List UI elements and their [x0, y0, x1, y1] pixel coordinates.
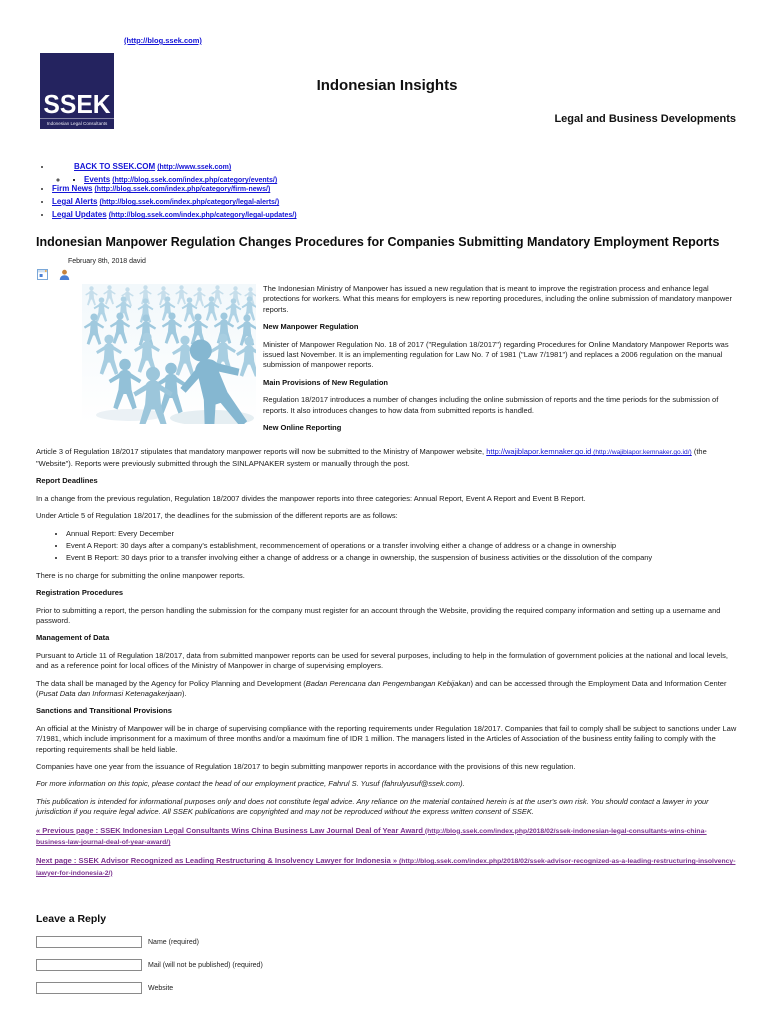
- text-run: ) and can be accessed through the Employment Data and Information Center (: [36, 678, 727, 698]
- text-run: Companies have one year from the issuance of Regulation 18/2017 to begin submitting manpower reports in accordance with the provisions of this new regulation.: [36, 762, 576, 771]
- text-run: (the "Website"). Reports were previously submitted through the SINLAPNAKER system or manually through the post.: [36, 447, 707, 468]
- article-top: [36, 284, 738, 440]
- text-run: There is no charge for submitting the online manpower reports.: [36, 570, 245, 580]
- article-paragraph: [36, 797, 738, 818]
- text-run: Regulation 18/2017 introduces a number of changes including the online submission of reports and the time periods for the submission of reports. It also introduces changes to how data from submitted reports is handled.: [263, 395, 719, 415]
- page-nav-label[interactable]: Next page : SSEK Advisor Recognized as Leading Restructuring & Insolvency Lawyer for Indonesia »: [36, 856, 398, 866]
- website-input[interactable]: [36, 982, 142, 994]
- text-run: Pursuant to Article 11 of Regulation 18/2017, data from submitted manpower reports can be used for several purposes, including to help in the formulation of government policies at the national and local levels, and as a reference point for local offices of the Ministry of Manpower in charge of supervising employers.: [36, 650, 728, 671]
- page-navigation: [36, 826, 738, 849]
- article-paragraph: [36, 606, 738, 627]
- calendar-icon: [37, 269, 48, 280]
- logo-tagline: Indonesian Legal Consultants: [40, 118, 114, 129]
- article-paragraph: [36, 679, 738, 700]
- italic-text-run: Badan Perencana dan Pengembangan Kebijakan: [305, 678, 471, 688]
- site-title: Indonesian Insights: [316, 77, 458, 94]
- page-navigation: [36, 856, 738, 879]
- article-paragraph: [36, 494, 738, 504]
- article-paragraph: [36, 779, 738, 789]
- post-date-line: [68, 258, 738, 265]
- text-run: This publication is intended for informational purposes only and does not constitute legal advice. Any reliance on the material contained herein is at the user's own risk. You should contact a lawyer in your jurisdiction if you require legal advice. All SSEK publications are copyrighted and may not be reproduced without the express written consent of SSEK.: [36, 796, 709, 817]
- events-link[interactable]: Events (http://blog.ssek.com/index.php/category/events/): [84, 175, 278, 184]
- section-heading: New Online Reporting: [263, 423, 342, 433]
- text-run: In a change from the previous regulation, Regulation 18/2007 divides the manpower reports into three categories: Annual Report, Event A Report and Event B Report.: [36, 493, 586, 503]
- italic-text-run: Pusat Data dan Informasi Ketenagakerjaan: [38, 688, 182, 698]
- section-heading: New Manpower Regulation: [263, 322, 359, 332]
- name-input[interactable]: [36, 936, 142, 948]
- post-meta: [36, 258, 738, 280]
- article-image: [82, 284, 256, 424]
- inline-link[interactable]: http://wajiblapor.kemnaker.go.id: [486, 447, 592, 457]
- text-run: The Indonesian Ministry of Manpower has issued a new regulation that is meant to improve the registration process and enhance legal protections for workers. What this means for employers is new reporting procedures, including the online submission of mandatory manpower reports.: [263, 284, 732, 314]
- nav-item-legal-updates: [52, 210, 738, 219]
- article-paragraph: [36, 571, 738, 581]
- section-heading: Report Deadlines: [36, 476, 98, 486]
- blog-home-link[interactable]: (http://blog.ssek.com): [124, 36, 202, 45]
- text-run: For more information on this topic, please contact the head of our employment practice, Fahrul S. Yusuf (fahrulyusuf@ssek.com).: [36, 779, 465, 789]
- reply-section-title: Leave a Reply: [36, 913, 107, 926]
- section-heading: Registration Procedures: [36, 588, 124, 598]
- legal-alerts-link[interactable]: Legal Alerts (http://blog.ssek.com/index.php/category/legal-alerts/): [52, 197, 280, 206]
- back-to-ssek-link[interactable]: BACK TO SSEK.COM (http://www.ssek.com): [74, 162, 232, 171]
- prev-page-link[interactable]: [36, 826, 707, 846]
- nav-item-back-to-ssek: [52, 161, 738, 184]
- text-run: An official at the Ministry of Manpower will be in charge of supervising compliance with the reporting requirements under Regulation 18/2017. Companies that fail to comply shall be subject to sanctions under Law 7/1981, which include imprisonment for a maximum of three months and/or a maximum fine of IDR 1 million. The managers listed in the Articles of Association of the business entity failing to comply with the reporting requirements shall be held liable.: [36, 723, 737, 754]
- post-author: david: [129, 258, 146, 265]
- post-meta-icons: [37, 269, 738, 280]
- site-subtitle: Legal and Business Developments: [554, 113, 736, 125]
- mail-label: Mail (will not be published) (required): [148, 961, 263, 969]
- text-run: Under Article 5 of Regulation 18/2017, the deadlines for the submission of the different reports are as follows:: [36, 511, 398, 521]
- text-run: Article 3 of Regulation 18/2017 stipulates that mandatory manpower reports will now be submitted to the Ministry of Manpower website,: [36, 447, 487, 457]
- article-intro-column: [256, 284, 738, 440]
- list-item: • Event A Report: 30 days after a company's establishment, recommencement of operations or a transfer involving either a change of address or a change in ownership: [66, 541, 738, 551]
- mail-input[interactable]: [36, 959, 142, 971]
- article-paragraph: [36, 447, 738, 469]
- article-body: [36, 447, 738, 879]
- main-nav: [36, 161, 738, 219]
- nav-item-firm-news: [52, 184, 738, 193]
- article-paragraph: [263, 340, 738, 371]
- form-row-website: [36, 982, 738, 994]
- text-run: Prior to submitting a report, the person handling the submission for the company must register for an account through the Website, providing the required company information and setting up a username and password.: [36, 605, 721, 625]
- form-row-mail: [36, 959, 738, 971]
- article-paragraph: [36, 724, 738, 755]
- list-item: • Annual Report: Every December: [66, 529, 738, 539]
- text-run: The data shall be managed by the Agency for Policy Planning and Development (: [36, 678, 306, 688]
- page-nav-url[interactable]: (http://blog.ssek.com/index.php/2018/02/ssek-indonesian-legal-consultants-wins-china-business-law-journal-deal-of-year-award/): [36, 827, 707, 847]
- logo-acronym: SSEK: [43, 89, 111, 119]
- website-label: Website: [148, 984, 174, 992]
- post-date: February 8th, 2018: [68, 258, 128, 265]
- form-row-name: [36, 936, 738, 948]
- article-paragraph: [36, 762, 738, 772]
- article-paragraph: [263, 284, 738, 315]
- article-paragraph: [36, 651, 738, 672]
- next-page-link[interactable]: [36, 856, 735, 876]
- section-heading: Sanctions and Transitional Provisions: [36, 706, 172, 716]
- text-run: Minister of Manpower Regulation No. 18 of 2017 ("Regulation 18/2017") regarding Procedures for Online Mandatory Manpower Reports was issued last November. It is an implementing regulation for Law No. 7 of 1981 ("Law 7/1981") and replaces a 2006 regulation on the manual submission of manpower reports.: [263, 339, 729, 370]
- page-nav-url[interactable]: (http://blog.ssek.com/index.php/2018/02/ssek-advisor-recognized-as-a-leading-restructuring-insolvency-lawyer-for-indonesia-2/): [36, 858, 736, 877]
- page-nav-label[interactable]: « Previous page : SSEK Indonesian Legal Consultants Wins China Business Law Journal Deal of Year Award: [36, 825, 423, 835]
- list-item: • Event B Report: 30 days prior to a transfer involving either a change of address or a change in ownership, the suspension of business activities or the dissolution of the company: [66, 553, 738, 563]
- nav-item-legal-alerts: [52, 197, 738, 206]
- inline-link[interactable]: (http://wajiblapor.kemnaker.go.id/): [591, 449, 692, 457]
- header: [36, 49, 738, 145]
- article-paragraph: [263, 395, 738, 416]
- nav-item-empty: [68, 175, 738, 184]
- legal-updates-link[interactable]: Legal Updates (http://blog.ssek.com/index.php/category/legal-updates/): [52, 210, 297, 219]
- author-icon: [59, 269, 70, 280]
- deadline-list: [36, 529, 738, 564]
- blog-home-url: [124, 36, 738, 45]
- section-heading: Management of Data: [36, 633, 110, 643]
- article-paragraph: [36, 511, 738, 521]
- text-run: ).: [181, 688, 187, 698]
- nav-item-events: [84, 175, 738, 184]
- firm-news-link[interactable]: Firm News (http://blog.ssek.com/index.php/category/firm-news/): [52, 184, 271, 193]
- section-heading: Main Provisions of New Regulation: [263, 377, 389, 387]
- name-label: Name (required): [148, 938, 199, 946]
- post-title: Indonesian Manpower Regulation Changes Procedures for Companies Submitting Mandatory Employment Reports: [36, 235, 720, 249]
